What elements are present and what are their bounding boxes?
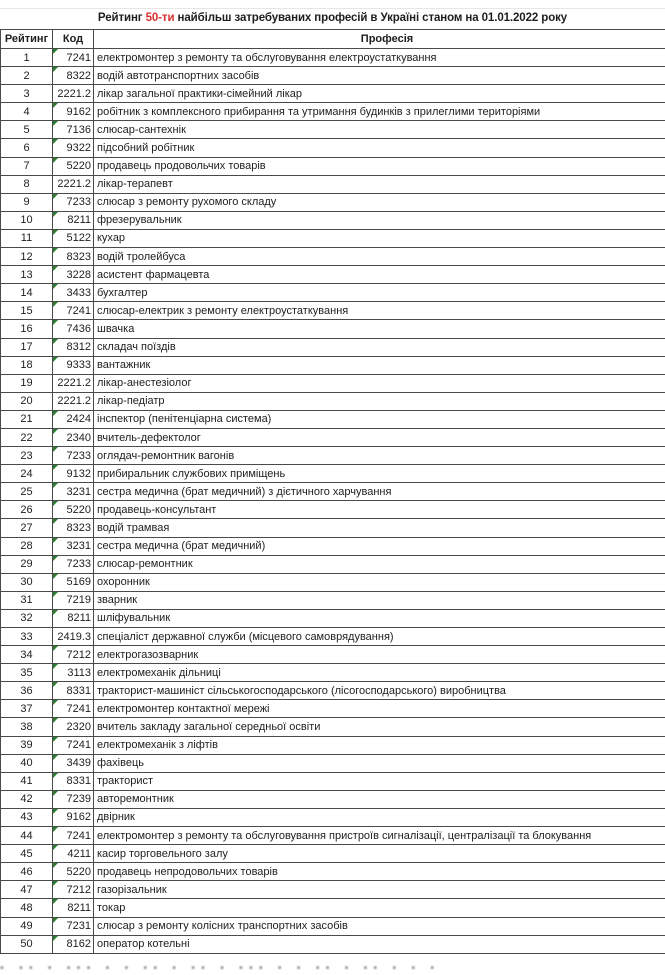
code-cell: 9162 <box>53 103 94 121</box>
code-cell: 7231 <box>53 917 94 935</box>
table-row <box>1 519 665 537</box>
profession-cell: продавець-консультант <box>94 501 665 519</box>
profession-cell: інспектор (пенітенціарна система) <box>94 410 665 428</box>
table-row <box>1 49 665 67</box>
code-cell: 7233 <box>53 555 94 573</box>
table-row <box>1 85 665 103</box>
rank-cell: 42 <box>1 790 53 808</box>
code-cell: 8312 <box>53 338 94 356</box>
table-row <box>1 935 665 953</box>
code-cell: 8323 <box>53 248 94 266</box>
code-cell: 4211 <box>53 845 94 863</box>
rank-cell: 33 <box>1 628 53 646</box>
table-row <box>1 772 665 790</box>
profession-cell: сестра медична (брат медичний) <box>94 537 665 555</box>
rank-cell: 29 <box>1 555 53 573</box>
profession-cell: слюсар-ремонтник <box>94 555 665 573</box>
table-row <box>1 917 665 935</box>
table-row <box>1 790 665 808</box>
rank-cell: 46 <box>1 863 53 881</box>
rank-cell: 27 <box>1 519 53 537</box>
table-row <box>1 193 665 211</box>
table-row <box>1 863 665 881</box>
rank-cell: 7 <box>1 157 53 175</box>
table-row <box>1 410 665 428</box>
rank-cell: 24 <box>1 465 53 483</box>
table-row <box>1 899 665 917</box>
code-cell: 3231 <box>53 537 94 555</box>
code-cell: 2340 <box>53 428 94 446</box>
table-row <box>1 881 665 899</box>
table-row <box>1 501 665 519</box>
profession-cell: тракторист <box>94 772 665 790</box>
table-row <box>1 374 665 392</box>
code-cell: 9162 <box>53 808 94 826</box>
header-rank: Рейтинг <box>1 30 53 49</box>
code-cell: 2221.2 <box>53 175 94 193</box>
code-cell: 5122 <box>53 229 94 247</box>
profession-cell: слюсар-електрик з ремонту електроустаткування <box>94 302 665 320</box>
page-title <box>0 12 665 24</box>
profession-cell: підсобний робітник <box>94 139 665 157</box>
profession-cell: робітник з комплексного прибирання та утримання будинків з прилеглими територіями <box>94 103 665 121</box>
code-cell: 5220 <box>53 501 94 519</box>
code-cell: 7241 <box>53 827 94 845</box>
profession-cell: шліфувальник <box>94 609 665 627</box>
code-cell: 3231 <box>53 483 94 501</box>
code-cell: 2320 <box>53 718 94 736</box>
rank-cell: 3 <box>1 85 53 103</box>
title-prefix: Рейтинг <box>97 12 146 24</box>
profession-cell: слюсар з ремонту колісних транспортних засобів <box>94 917 665 935</box>
profession-cell: складач поїздів <box>94 338 665 356</box>
table-row <box>1 447 665 465</box>
profession-cell: асистент фармацевта <box>94 266 665 284</box>
profession-cell: кухар <box>94 229 665 247</box>
rank-cell: 1 <box>1 49 53 67</box>
rank-cell: 45 <box>1 845 53 863</box>
table-row <box>1 465 665 483</box>
code-cell: 3228 <box>53 266 94 284</box>
profession-cell: спеціаліст державної служби (місцевого самоврядування) <box>94 628 665 646</box>
table-row <box>1 211 665 229</box>
rank-cell: 36 <box>1 682 53 700</box>
rank-cell: 16 <box>1 320 53 338</box>
rank-cell: 8 <box>1 175 53 193</box>
profession-cell: водій тролейбуса <box>94 248 665 266</box>
code-cell: 7241 <box>53 700 94 718</box>
table-row <box>1 229 665 247</box>
code-cell: 7241 <box>53 736 94 754</box>
table-row <box>1 266 665 284</box>
rank-cell: 14 <box>1 284 53 302</box>
code-cell: 9333 <box>53 356 94 374</box>
code-cell: 2221.2 <box>53 85 94 103</box>
rank-cell: 49 <box>1 917 53 935</box>
code-cell: 5220 <box>53 157 94 175</box>
rank-cell: 12 <box>1 248 53 266</box>
table-row <box>1 392 665 410</box>
code-cell: 7241 <box>53 302 94 320</box>
profession-cell: токар <box>94 899 665 917</box>
professions-table <box>0 29 665 954</box>
rank-cell: 28 <box>1 537 53 555</box>
profession-cell: електромеханік з ліфтів <box>94 736 665 754</box>
profession-cell: оператор котельні <box>94 935 665 953</box>
rank-cell: 18 <box>1 356 53 374</box>
table-row <box>1 483 665 501</box>
code-cell: 3439 <box>53 754 94 772</box>
table-row <box>1 248 665 266</box>
table-row <box>1 537 665 555</box>
rank-cell: 30 <box>1 573 53 591</box>
header-profession: Професія <box>94 30 665 49</box>
top-divider <box>0 8 665 9</box>
rank-cell: 50 <box>1 935 53 953</box>
table-row <box>1 175 665 193</box>
table-row <box>1 555 665 573</box>
table-row <box>1 320 665 338</box>
profession-cell: електрогазозварник <box>94 646 665 664</box>
table-row <box>1 338 665 356</box>
table-row <box>1 754 665 772</box>
profession-cell: продавець непродовольчих товарів <box>94 863 665 881</box>
profession-cell: бухгалтер <box>94 284 665 302</box>
rank-cell: 2 <box>1 67 53 85</box>
table-row <box>1 682 665 700</box>
profession-cell: фахівець <box>94 754 665 772</box>
rank-cell: 23 <box>1 447 53 465</box>
rank-cell: 13 <box>1 266 53 284</box>
profession-cell: двірник <box>94 808 665 826</box>
code-cell: 7212 <box>53 881 94 899</box>
table-body <box>1 49 665 954</box>
table-row <box>1 302 665 320</box>
profession-cell: лікар-анестезіолог <box>94 374 665 392</box>
code-cell: 8211 <box>53 609 94 627</box>
table-row <box>1 67 665 85</box>
table-row <box>1 808 665 826</box>
rank-cell: 32 <box>1 609 53 627</box>
rank-cell: 39 <box>1 736 53 754</box>
header-code: Код <box>53 30 94 49</box>
rank-cell: 19 <box>1 374 53 392</box>
profession-cell: слюсар з ремонту рухомого складу <box>94 193 665 211</box>
table-row <box>1 628 665 646</box>
rank-cell: 21 <box>1 410 53 428</box>
profession-cell: сестра медична (брат медичний) з дієтичного харчування <box>94 483 665 501</box>
profession-cell: вантажник <box>94 356 665 374</box>
table-row <box>1 284 665 302</box>
profession-cell: вчитель закладу загальної середньої освіти <box>94 718 665 736</box>
table-row <box>1 121 665 139</box>
table-row <box>1 591 665 609</box>
code-cell: 7239 <box>53 790 94 808</box>
code-cell: 2221.2 <box>53 374 94 392</box>
code-cell: 8331 <box>53 682 94 700</box>
code-cell: 3433 <box>53 284 94 302</box>
table-row <box>1 573 665 591</box>
code-cell: 8211 <box>53 211 94 229</box>
table-row <box>1 139 665 157</box>
table-row <box>1 356 665 374</box>
profession-cell: тракторист-машиніст сільськогосподарського (лісогосподарського) виробництва <box>94 682 665 700</box>
cutoff-footnote: ▪ ▪▪ ▪ ▪▪▪ ▪ ▪ ▪▪ ▪ ▪▪ ▪ ▪▪▪ ▪ ▪ ▪▪ ▪ ▪▪ ▪ ▪ ▪ <box>0 962 441 974</box>
rank-cell: 15 <box>1 302 53 320</box>
code-cell: 5220 <box>53 863 94 881</box>
profession-cell: зварник <box>94 591 665 609</box>
rank-cell: 48 <box>1 899 53 917</box>
code-cell: 7436 <box>53 320 94 338</box>
code-cell: 2424 <box>53 410 94 428</box>
rank-cell: 44 <box>1 827 53 845</box>
code-cell: 9132 <box>53 465 94 483</box>
profession-cell: лікар-педіатр <box>94 392 665 410</box>
rank-cell: 20 <box>1 392 53 410</box>
table-header-row <box>1 30 665 49</box>
profession-cell: вчитель-дефектолог <box>94 428 665 446</box>
rank-cell: 9 <box>1 193 53 211</box>
table-row <box>1 845 665 863</box>
table-row <box>1 827 665 845</box>
rank-cell: 31 <box>1 591 53 609</box>
profession-cell: лікар загальної практики-сімейний лікар <box>94 85 665 103</box>
code-cell: 7136 <box>53 121 94 139</box>
code-cell: 8322 <box>53 67 94 85</box>
profession-cell: охоронник <box>94 573 665 591</box>
code-cell: 3113 <box>53 664 94 682</box>
profession-cell: швачка <box>94 320 665 338</box>
title-accent: 50-ти <box>145 12 175 24</box>
rank-cell: 35 <box>1 664 53 682</box>
rank-cell: 4 <box>1 103 53 121</box>
rank-cell: 22 <box>1 428 53 446</box>
rank-cell: 5 <box>1 121 53 139</box>
rank-cell: 43 <box>1 808 53 826</box>
table-row <box>1 664 665 682</box>
profession-cell: газорізальник <box>94 881 665 899</box>
rank-cell: 38 <box>1 718 53 736</box>
code-cell: 8323 <box>53 519 94 537</box>
table-row <box>1 428 665 446</box>
table-row <box>1 700 665 718</box>
profession-cell: продавець продовольчих товарів <box>94 157 665 175</box>
table-row <box>1 157 665 175</box>
code-cell: 7212 <box>53 646 94 664</box>
profession-cell: водій трамвая <box>94 519 665 537</box>
code-cell: 7219 <box>53 591 94 609</box>
rank-cell: 40 <box>1 754 53 772</box>
rank-cell: 34 <box>1 646 53 664</box>
title-suffix: найбільш затребуваних професій в Україні станом на 01.01.2022 року <box>174 12 568 24</box>
code-cell: 9322 <box>53 139 94 157</box>
rank-cell: 10 <box>1 211 53 229</box>
table-row <box>1 718 665 736</box>
profession-cell: електромонтер з ремонту та обслуговування пристроїв сигналізації, централізації та блокування <box>94 827 665 845</box>
profession-cell: касир торговельного залу <box>94 845 665 863</box>
code-cell: 8331 <box>53 772 94 790</box>
code-cell: 8162 <box>53 935 94 953</box>
code-cell: 5169 <box>53 573 94 591</box>
rank-cell: 37 <box>1 700 53 718</box>
profession-cell: прибиральник службових приміщень <box>94 465 665 483</box>
profession-cell: електромеханік дільниці <box>94 664 665 682</box>
profession-cell: оглядач-ремонтник вагонів <box>94 447 665 465</box>
table-row <box>1 103 665 121</box>
profession-cell: лікар-терапевт <box>94 175 665 193</box>
rank-cell: 41 <box>1 772 53 790</box>
code-cell: 7233 <box>53 447 94 465</box>
rank-cell: 11 <box>1 229 53 247</box>
profession-cell: електромонтер контактної мережі <box>94 700 665 718</box>
rank-cell: 26 <box>1 501 53 519</box>
table-row <box>1 646 665 664</box>
rank-cell: 47 <box>1 881 53 899</box>
table-row <box>1 609 665 627</box>
code-cell: 2419.3 <box>53 628 94 646</box>
table-row <box>1 736 665 754</box>
profession-cell: авторемонтник <box>94 790 665 808</box>
profession-cell: електромонтер з ремонту та обслуговування електроустаткування <box>94 49 665 67</box>
profession-cell: водій автотранспортних засобів <box>94 67 665 85</box>
rank-cell: 17 <box>1 338 53 356</box>
code-cell: 7233 <box>53 193 94 211</box>
code-cell: 8211 <box>53 899 94 917</box>
code-cell: 7241 <box>53 49 94 67</box>
profession-cell: слюсар-сантехнік <box>94 121 665 139</box>
rank-cell: 25 <box>1 483 53 501</box>
rank-cell: 6 <box>1 139 53 157</box>
code-cell: 2221.2 <box>53 392 94 410</box>
profession-cell: фрезерувальник <box>94 211 665 229</box>
